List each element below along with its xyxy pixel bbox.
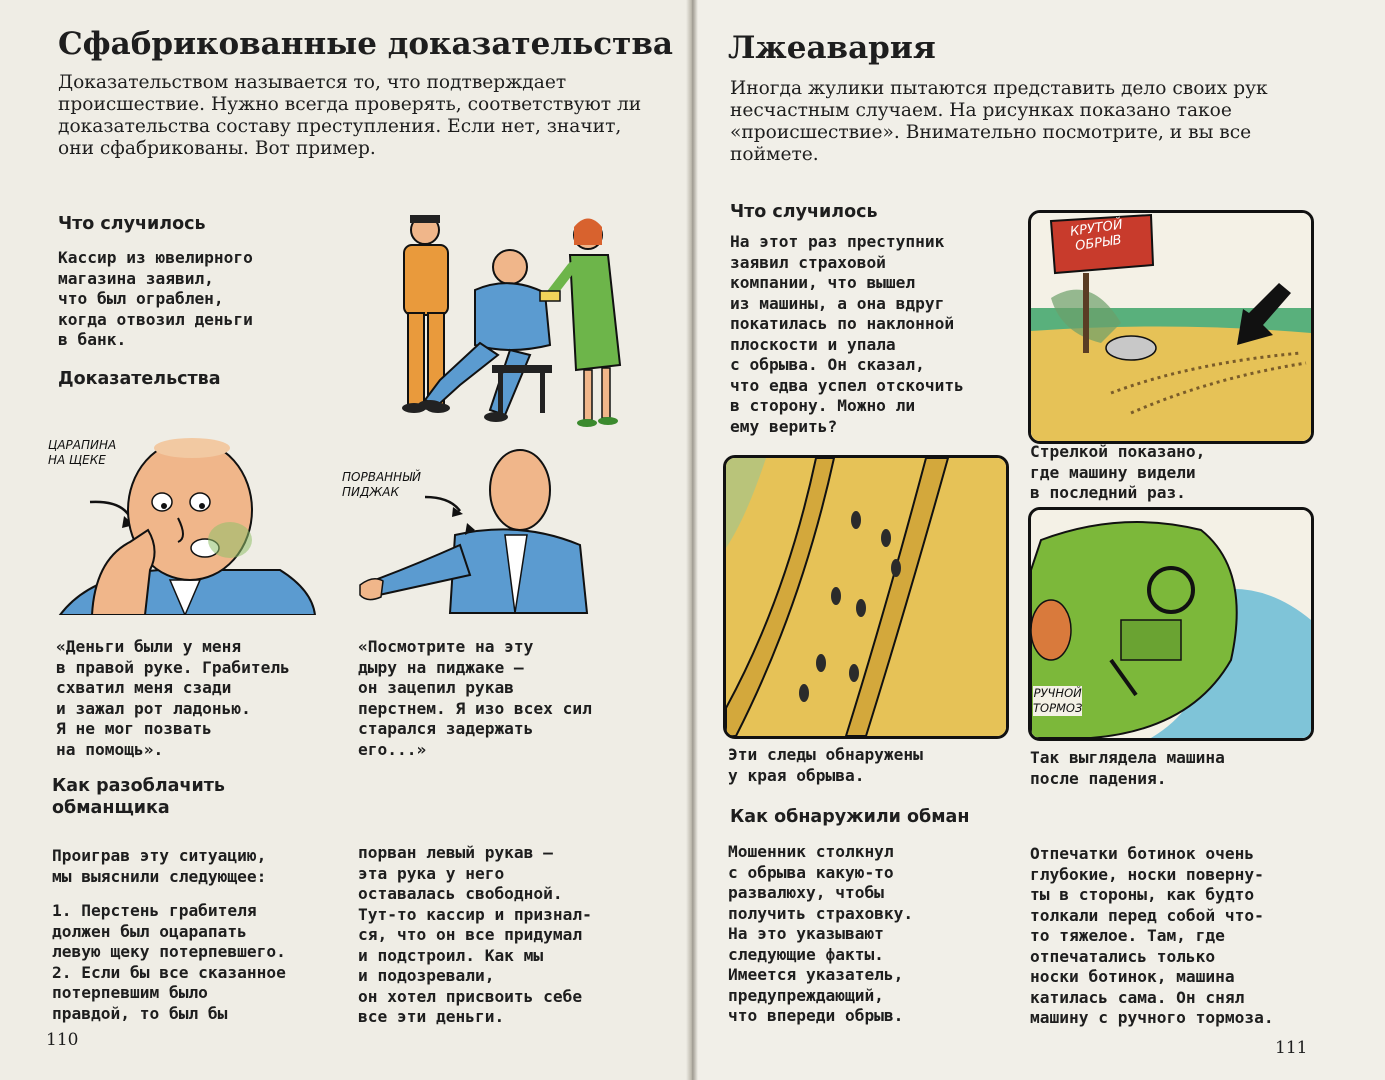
- quote-left-cashier: «Деньги были у меня в правой руке. Грабитель схватил меня сзади и зажал рот ладонью. Я не мог позвать на помощь».: [56, 637, 290, 759]
- expose-text-column-2: порван левый рукав — эта рука у него оставалась свободной. Тут-то кассир и признал- ся, что он все придумал и подстроил. Как мы и подозревали, он хотел присвоить себе все эти деньги.: [358, 843, 592, 1026]
- left-what-happened-heading: Что случилось: [58, 214, 206, 234]
- right-intro-paragraph: Иногда жулики пытаются представить дело своих рук несчастным случаем. На рисунках показано такое «происшествие». Внимательно посмотрите, и вы все поймете.: [730, 78, 1268, 165]
- book-gutter: [686, 0, 698, 1080]
- cashier-scene-illustration: [380, 205, 640, 445]
- sign-steep-cliff: КРУТОЙ ОБРЫВ: [1069, 217, 1124, 255]
- expose-text-intro: Проиграв эту ситуацию, мы выяснили следующее:: [52, 846, 267, 886]
- label-scratch-on-cheek: ЦАРАПИНА НА ЩЕКЕ: [48, 438, 117, 467]
- left-page-title: Сфабрикованные доказательства: [58, 26, 673, 62]
- torn-jacket-illustration: [355, 435, 590, 615]
- cliff-panel: [1028, 210, 1314, 444]
- expose-text-points: 1. Перстень грабителя должен был оцарапать левую щеку потерпевшего. 2. Если бы все сказанное потерпевшим было правдой, то был бы: [52, 901, 286, 1023]
- tracks-panel: [723, 455, 1009, 739]
- wrecked-car-panel: [1028, 507, 1314, 741]
- expose-heading: Как разоблачить обманщика: [52, 776, 225, 818]
- caption-car-panel: Так выглядела машина после падения.: [1030, 748, 1225, 788]
- left-page-number: 110: [46, 1030, 79, 1050]
- quote-right-cashier: «Посмотрите на эту дыру на пиджаке — он зацепил рукав перстнем. Я изо всех сил старался задержать его...»: [358, 637, 592, 759]
- scratched-cheek-illustration: [50, 430, 320, 615]
- discovered-heading: Как обнаружили обман: [730, 807, 970, 827]
- discovered-text-column-2: Отпечатки ботинок очень глубокие, носки поверну- ты в стороны, как будто толкали перед собой что- то тяжелое. Там, где отпечатались только носки ботинок, машина катилась сама. Он снял машину с ручного тормоза.: [1030, 844, 1274, 1027]
- discovered-text-column-1: Мошенник столкнул с обрыва какую-то развалюху, чтобы получить страховку. На это указывают следующие факты. Имеется указатель, предупреждающий, что впереди обрыв.: [728, 842, 914, 1025]
- left-intro-paragraph: Доказательством называется то, что подтверждает происшествие. Нужно всегда проверять, соответствуют ли доказательства составу преступления. Если нет, значит, они сфабрикованы. Вот пример.: [58, 72, 642, 159]
- right-what-happened-heading: Что случилось: [730, 202, 878, 222]
- label-torn-jacket: ПОРВАННЫЙ ПИДЖАК: [342, 470, 421, 499]
- evidence-heading: Доказательства: [58, 369, 221, 389]
- right-page-number: 111: [1275, 1038, 1308, 1058]
- caption-cliff-panel: Стрелкой показано, где машину видели в последний раз.: [1030, 442, 1206, 502]
- right-what-happened-text: На этот раз преступник заявил страховой компании, что вышел из машины, а она вдруг покатилась по наклонной плоскости и упала с обрыва. Он сказал, что едва успел отскочить в сторону. Можно ли ему верить?: [730, 232, 964, 436]
- label-handbrake: РУЧНОЙ ТОРМОЗ: [1033, 686, 1083, 715]
- right-page-title: Лжеавария: [728, 30, 936, 66]
- left-what-happened-text: Кассир из ювелирного магазина заявил, что был ограблен, когда отвозил деньги в банк.: [58, 248, 253, 349]
- woman-in-green: [540, 219, 620, 428]
- caption-tracks-panel: Эти следы обнаружены у края обрыва.: [728, 745, 923, 785]
